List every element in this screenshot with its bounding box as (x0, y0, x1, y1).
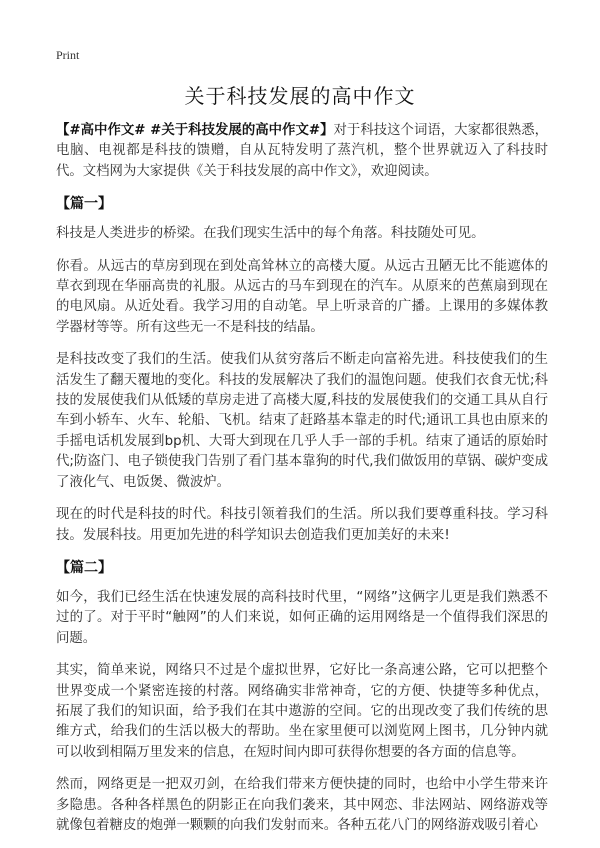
paragraph: 其实，简单来说，网络只不过是个虚拟世界，它好比一条高速公路，它可以把整个世界变成一个紧密连接的村落。网络确实非常神奇，它的方便、快捷等多种优点，拓展了我们的知识面，给予我们在其中遨游的空间。它的出现改变了我们传统的思维方式，给我们的生活以极大的帮助。坐在家里便可以浏览网上图书，几分钟内就可以收到相隔万里发来的信息，在短时间内即可获得你想要的各方面的信息等。 (56, 663, 548, 760)
article-body (56, 121, 548, 848)
section-heading-2: 【篇二】 (56, 559, 112, 576)
paragraph: 现在的时代是科技的时代。科技引领着我们的生活。所以我们要尊重科技。学习科技。发展科技。用更加先进的科学知识去创造我们更加美好的未来! (56, 507, 548, 543)
intro-tag: 【#高中作文# #关于科技发展的高中作文#】 (56, 123, 334, 138)
paragraph: 然而，网络更是一把双刃剑，在给我们带来方便快捷的同时，也给中小学生带来许多隐患。各种各样黑色的阴影正在向我们袭来，其中网恋、非法网站、网络游戏等就像包着糖皮的炮弹一颗颗的向我们发射而来。各种五花八门的网络游戏吸引着心 (56, 777, 548, 833)
paragraph: 如今，我们已经生活在快速发展的高科技时代里，“网络”这俩字儿更是我们熟悉不过的了。对于平时“触网”的人们来说，如何正确的运用网络是一个值得我们深思的问题。 (56, 589, 548, 646)
paragraph: 你看。从远古的草房到现在到处高耸林立的高楼大厦。从远古丑陋无比不能遮体的草衣到现在华丽高贵的礼服。从远古的马车到现在的汽车。从原来的芭蕉扇到现在的电风扇。从近处看。我学习用的自动笔。早上听录音的广播。上课用的多媒体教学器材等等。所有这些无一不是科技的结晶。 (56, 258, 548, 335)
intro-text: 对于科技这个词语，大家都很熟悉，电脑、电视都是科技的馈赠，自从瓦特发明了蒸汽机，整个世界就迈入了科技时代。文档网为大家提供《关于科技发展的高中作文》，欢迎阅读。 (56, 123, 548, 179)
intro-paragraph (56, 121, 548, 182)
paragraph: 是科技改变了我们的生活。使我们从贫穷落后不断走向富裕先进。科技使我们的生活发生了翻天覆地的变化。科技的发展解决了我们的温饱问题。使我们衣食无忧;科技的发展使我们从低矮的草房走进了高楼大厦,科技的发展使我们的交通工具从自行车到小轿车、火车、轮船、飞机。结束了赶路基本靠走的时代;通讯工具也由原来的手摇电话机发展到bp机、大哥大到现在几乎人手一部的手机。结束了通话的原始时代;防盗门、电子锁使我门告别了看门基本靠狗的时代,我们做饭用的草锅、碳炉变成了液化气、电饭煲、微波炉。 (56, 352, 548, 490)
article-title: 关于科技发展的高中作文 (184, 84, 416, 108)
paragraph: 科技是人类进步的桥梁。在我们现实生活中的每个角落。科技随处可见。 (56, 226, 485, 242)
print-link[interactable]: Print (56, 48, 80, 62)
section-heading-1: 【篇一】 (56, 196, 112, 213)
